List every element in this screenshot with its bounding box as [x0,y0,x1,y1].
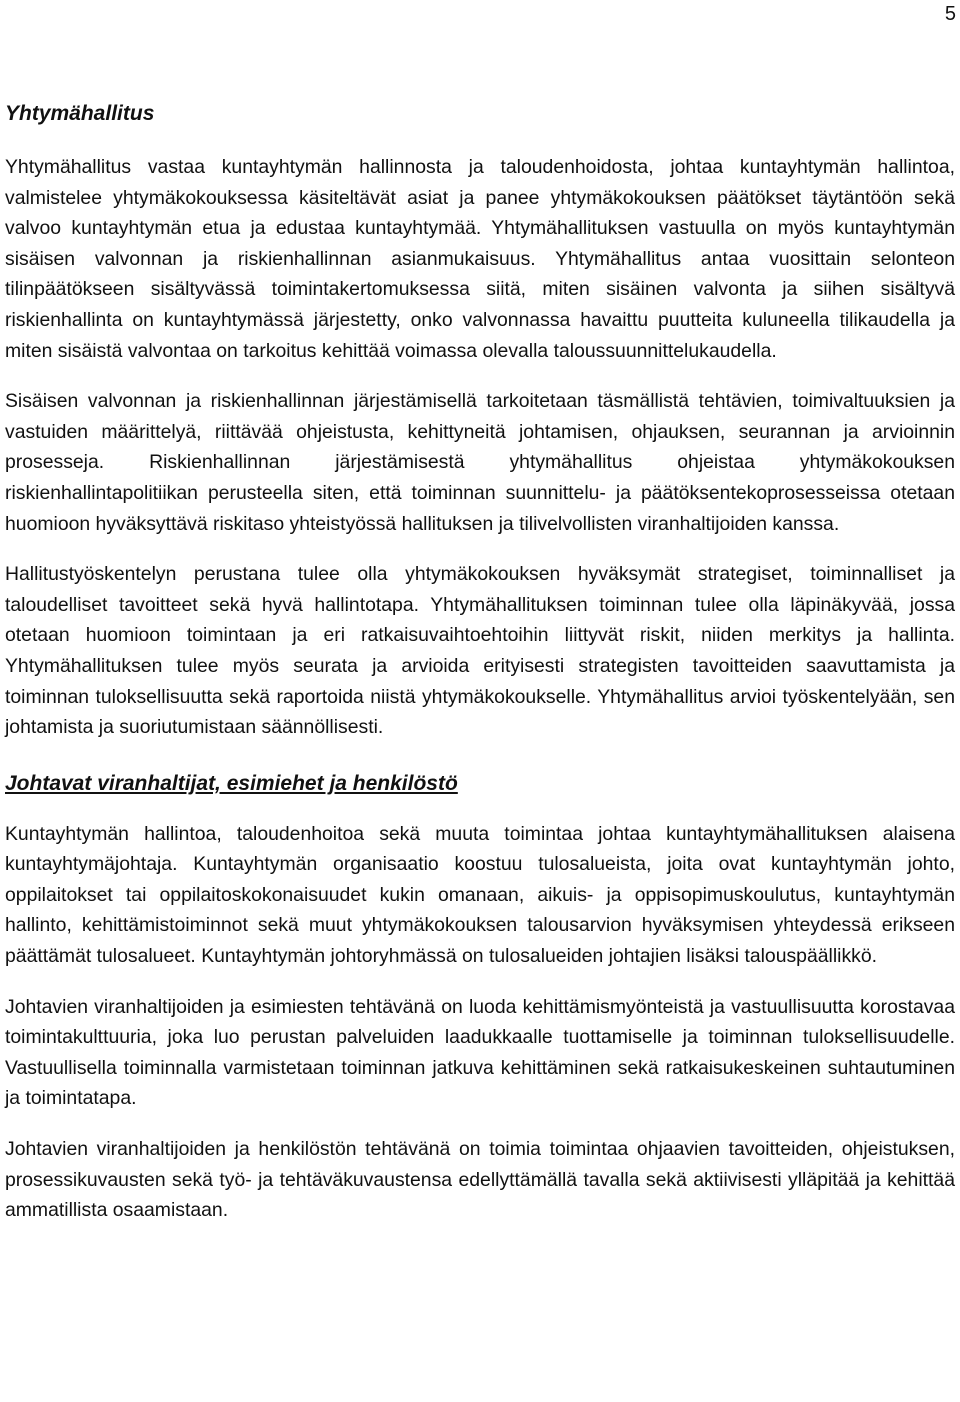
page-number: 5 [944,3,956,25]
paragraph: Kuntayhtymän hallintoa, taloudenhoitoa sekä muuta toimintaa johtaa kuntayhtymähallituksen alaisena kuntayhtymäjohtaja. Kuntayhtymän organisaatio koostuu tulosalueista, joita ovat kuntayhtymän johto, oppilaitokset tai oppilaitoskokonaisuudet kukin omanaan, aikuis- ja oppisopimuskoulutus, kuntayhtymän hallinto, kehittämistoiminnot sekä muut yhtymäkokouksen talousarvion hyväksymisen yhteydessä erikseen päättämät tulosalueet. Kuntayhtymän johtoryhmässä on tulosalueiden johtajien lisäksi talouspäällikkö. [5,822,955,968]
paragraph: Johtavien viranhaltijoiden ja henkilöstön tehtävänä on toimia toimintaa ohjaavien tavoitteiden, ohjeistuksen, prosessikuvausten sekä työ- ja tehtäväkuvaustensa edellyttämällä tavalla sekä aktiivisesti ylläpitää ja kehittää ammatillista osaamistaan. [5,1138,955,1222]
paragraph: Johtavien viranhaltijoiden ja esimiesten tehtävänä on luoda kehittämismyönteistä ja vastuullisuutta korostavaa toimintakulttuuria, joka luo perustan palveluiden laadukkaalle tuottamiselle ja toiminnan tuloksellisuudelle. Vastuullisella toiminnalla varmistetaan toiminnan jatkuva kehittäminen sekä ratkaisukeskeinen suhtautuminen ja toimintatapa. [5,995,955,1110]
document-body [5,101,955,1226]
paragraph: Sisäisen valvonnan ja riskienhallinnan järjestämisellä tarkoitetaan täsmällistä tehtävien, toimivaltuuksien ja vastuiden määrittelyä, riittävää ohjeistusta, kehittyneitä johtamisen, ohjauksen, seurannan ja arvioinnin prosesseja. Riskienhallinnan järjestämisestä yhtymähallitus ohjeistaa yhtymäkokouksen riskienhallintapolitiikan perusteella siten, että toiminnan suunnittelu- ja päätöksentekoprosesseissa otetaan huomioon hyväksyttävä riskitaso yhteistyössä hallituksen ja tilivelvollisten viranhaltijoiden kanssa. [5,390,955,535]
section-heading-johtavat-viranhaltijat: Johtavat viranhaltijat, esimiehet ja henkilöstö [5,771,458,795]
paragraph: Yhtymähallitus vastaa kuntayhtymän hallinnosta ja taloudenhoidosta, johtaa kuntayhtymän hallintoa, valmistelee yhtymäkokouksessa käsiteltävät asiat ja panee yhtymäkokouksen päätökset täytäntöön sekä valvoo kuntayhtymän etua ja edustaa kuntayhtymää. Yhtymähallituksen vastuulla on myös kuntayhtymän sisäisen valvonnan ja riskienhallinnan asianmukaisuus. Yhtymähallitus antaa vuosittain selonteon tilinpäätökseen sisältyvässä toimintakertomuksessa siitä, miten sisäinen valvonta ja siihen sisältyvä riskienhallinta on kuntayhtymässä järjestetty, onko valvonnassa havaittu puutteita kuluneella tilikaudella ja miten sisäistä valvontaa on tarkoitus kehittää voimassa olevalla taloussuunnittelukaudella. [5,156,955,362]
section-heading-yhtymahallitus: Yhtymähallitus [5,102,155,125]
paragraph: Hallitustyöskentelyn perustana tulee olla yhtymäkokouksen hyväksymät strategiset, toiminnalliset ja taloudelliset tavoitteet sekä hyvä hallintotapa. Yhtymähallituksen toiminnan tulee olla läpinäkyvää, jossa otetaan huomioon toimintaan ja eri ratkaisuvaihtoehtoihin liittyvät riskit, niiden merkitys ja hallinta. Yhtymähallituksen tulee myös seurata ja arvioida erityisesti strategisten tavoitteiden saavuttamista ja toiminnan tuloksellisuutta sekä raportoida niistä yhtymäkokoukselle. Yhtymähallitus arvioi työskentelyään, sen johtamista ja suoriutumistaan säännöllisesti. [5,563,955,739]
